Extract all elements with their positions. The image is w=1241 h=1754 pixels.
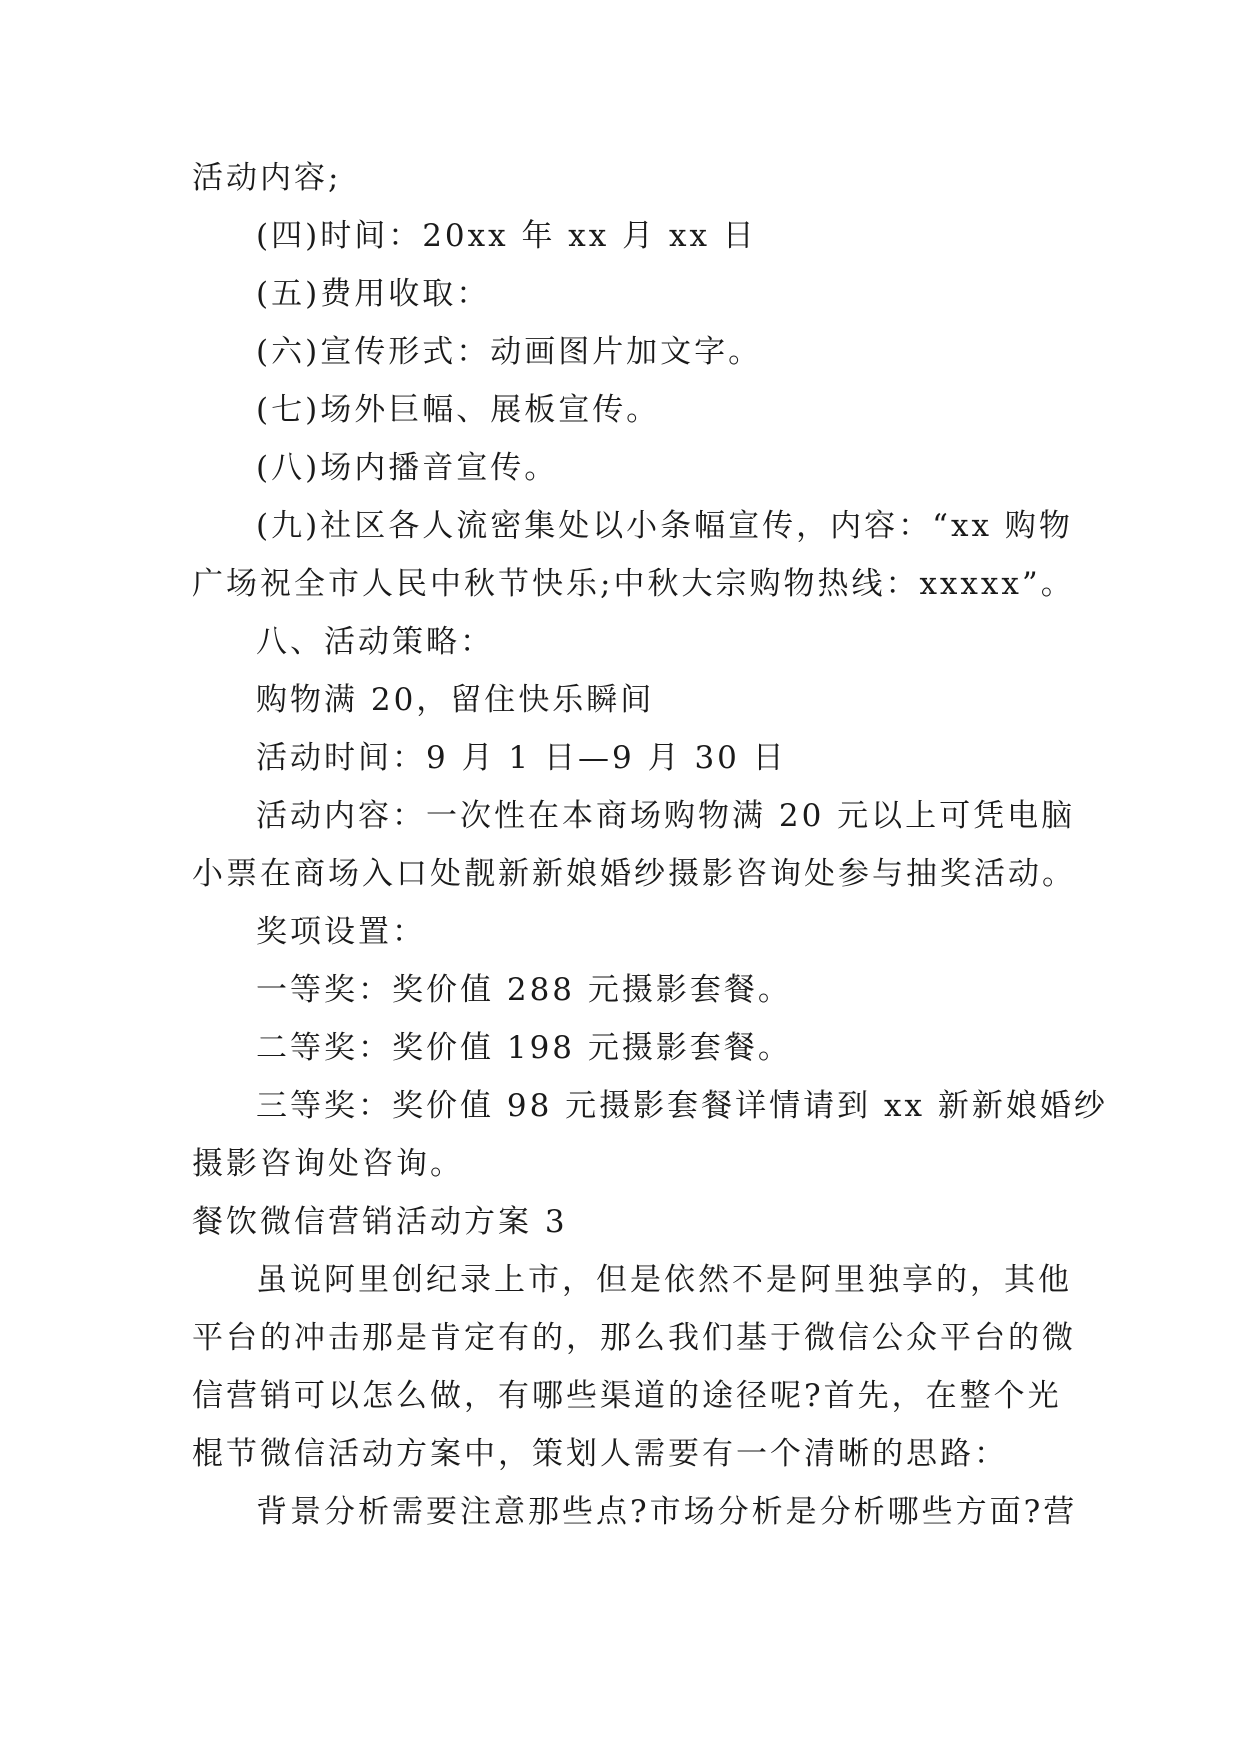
paragraph-line: 信营销可以怎么做，有哪些渠道的途径呢?首先，在整个光 (192, 1378, 1062, 1414)
document-heading: 餐饮微信营销活动方案 3 (192, 1204, 568, 1240)
paragraph-line: 活动内容：一次性在本商场购物满 20 元以上可凭电脑 (256, 798, 1076, 834)
paragraph-line: (六)宣传形式：动画图片加文字。 (256, 334, 763, 370)
paragraph-line: 购物满 20，留住快乐瞬间 (256, 682, 655, 718)
paragraph-line: 一等奖：奖价值 288 元摄影套餐。 (256, 972, 792, 1008)
paragraph-line: 活动内容; (192, 160, 342, 196)
paragraph-line: 广场祝全市人民中秋节快乐;中秋大宗购物热线：xxxxx”。 (192, 566, 1075, 602)
paragraph-line: (五)费用收取： (256, 276, 491, 312)
section-heading: 八、活动策略： (256, 624, 494, 660)
paragraph-line: (七)场外巨幅、展板宣传。 (256, 392, 661, 428)
paragraph-line: (八)场内播音宣传。 (256, 450, 559, 486)
paragraph-line: (四)时间：20xx 年 xx 月 xx 日 (256, 218, 757, 254)
paragraph-line: 虽说阿里创纪录上市，但是依然不是阿里独享的，其他 (256, 1262, 1072, 1298)
paragraph-line: 平台的冲击那是肯定有的，那么我们基于微信公众平台的微 (192, 1320, 1076, 1356)
paragraph-line: 小票在商场入口处靓新新娘婚纱摄影咨询处参与抽奖活动。 (192, 856, 1076, 892)
paragraph-line: 二等奖：奖价值 198 元摄影套餐。 (256, 1030, 792, 1066)
paragraph-line: 三等奖：奖价值 98 元摄影套餐详情请到 xx 新新娘婚纱 (256, 1088, 1108, 1124)
paragraph-line: 奖项设置： (256, 914, 426, 950)
paragraph-line: 棍节微信活动方案中，策划人需要有一个清晰的思路： (192, 1436, 1008, 1472)
paragraph-line: 背景分析需要注意那些点?市场分析是分析哪些方面?营 (256, 1494, 1078, 1530)
paragraph-line: (九)社区各人流密集处以小条幅宣传，内容：“xx 购物 (256, 508, 1073, 544)
paragraph-line: 摄影咨询处咨询。 (192, 1146, 464, 1182)
paragraph-line: 活动时间：9 月 1 日—9 月 30 日 (256, 740, 787, 776)
